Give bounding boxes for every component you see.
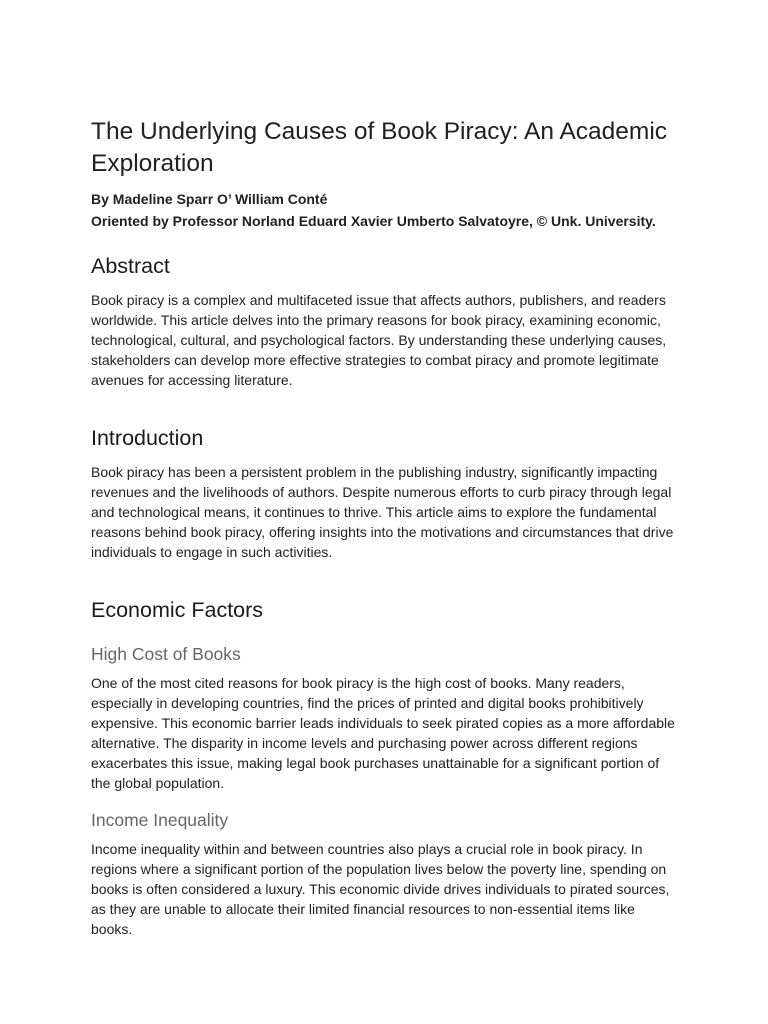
paragraph-high-cost-of-books: One of the most cited reasons for book piracy is the high cost of books. Many readers, especially in developing countries, find the prices of printed and digital books prohibitively expensive. This economic barrier leads individuals to seek pirated copies as a more affordable alternative. The disparity in income levels and purchasing power across different regions exacerbates this issue, making legal book purchases unattainable for a significant portion of the global population. (91, 675, 675, 791)
author-byline: By Madeline Sparr O’ William Conté (91, 191, 328, 207)
section-heading-introduction: Introduction (91, 426, 204, 450)
credit-line: Oriented by Professor Norland Eduard Xavier Umberto Salvatoyre, © Unk. University. (91, 213, 656, 229)
paragraph-introduction: Book piracy has been a persistent problem in the publishing industry, significantly impacting revenues and the livelihoods of authors. Despite numerous efforts to curb piracy through legal and technological means, it continues to thrive. This article aims to explore the fundamental reasons behind book piracy, offering insights into the motivations and circumstances that drive individuals to engage in such activities. (91, 464, 674, 560)
subsection-heading-high-cost-of-books: High Cost of Books (91, 644, 241, 664)
section-heading-economic-factors: Economic Factors (91, 598, 264, 622)
byline-block (91, 188, 679, 232)
subsection-heading-income-inequality: Income Inequality (91, 810, 229, 830)
section-heading-abstract: Abstract (91, 254, 170, 278)
document-title: The Underlying Causes of Book Piracy: An Academic Exploration (91, 118, 668, 177)
paragraph-income-inequality: Income inequality within and between countries also plays a crucial role in book piracy. In regions where a significant portion of the population lives below the poverty line, spending on books is often considered a luxury. This economic divide drives individuals to pirated sources, as they are unable to allocate their limited financial resources to non-essential items like books. (91, 841, 670, 937)
paragraph-abstract: Book piracy is a complex and multifaceted issue that affects authors, publishers, and readers worldwide. This article delves into the primary reasons for book piracy, examining economic, technological, cultural, and psychological factors. By understanding these underlying causes, stakeholders can develop more effective strategies to combat piracy and promote legitimate avenues for accessing literature. (91, 292, 667, 388)
